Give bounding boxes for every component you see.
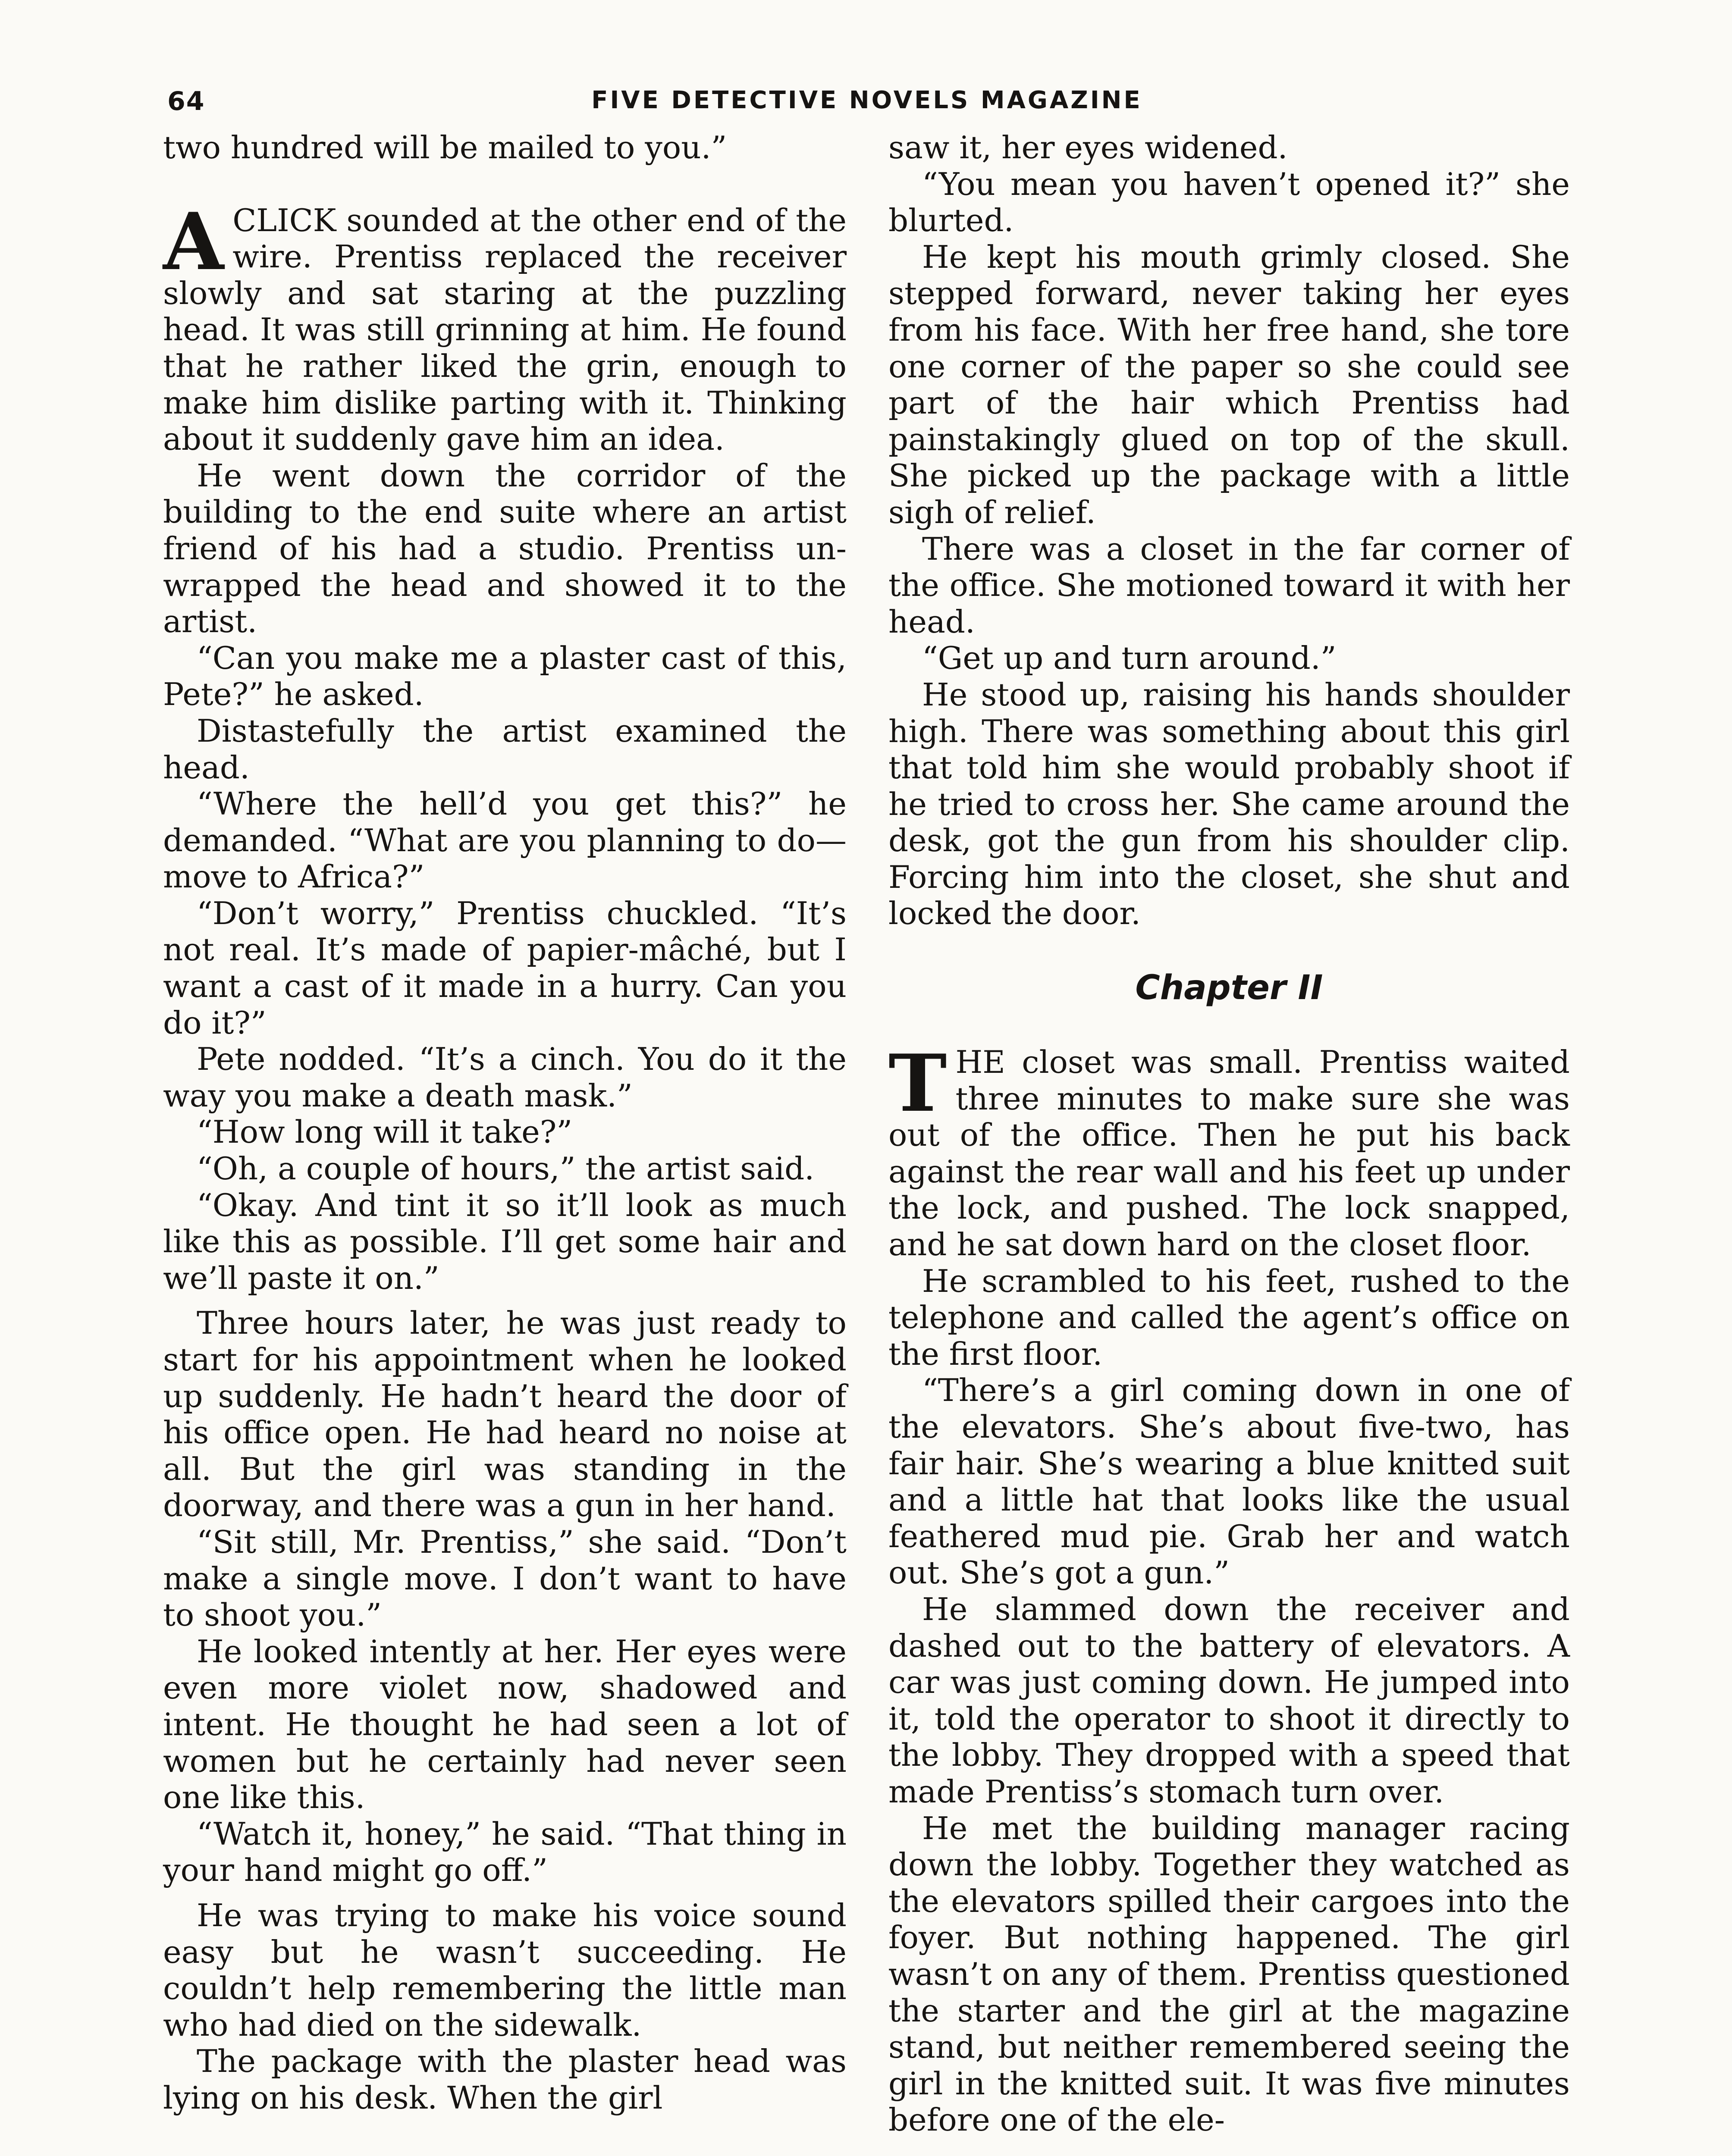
paragraph: He looked intently at her. Her eyes were even more violet now, shadowed and intent. He thought he had seen a lot of women but he certainly had never seen one like this.: [163, 1633, 847, 1816]
chapter-heading: Chapter II: [1135, 968, 1323, 1008]
page-number: 64: [167, 86, 205, 116]
drop-cap: T: [888, 1037, 947, 1130]
right-column: [888, 129, 1570, 2138]
paragraph: “Can you make me a plaster cast of this, Pete?” he asked.: [163, 639, 847, 713]
paragraph: “Get up and turn around.”: [922, 640, 1337, 677]
paragraph-text: HE closet was small. Prentiss waited three minutes to make sure she was out of the office. Then he put his back against the rear wall and his feet up under the lock, and pushed. The lock snapped, and he sat down hard on the closet floor.: [888, 1044, 1570, 1263]
paragraph: [163, 195, 847, 458]
paragraph: “How long will it take?”: [197, 1114, 573, 1150]
paragraph: two hundred will be mailed to you.”: [163, 129, 727, 166]
paragraph: “Sit still, Mr. Prentiss,” she said. “Don’t make a single move. I don’t want to have to shoot you.”: [163, 1523, 847, 1633]
paragraph: Distastefully the artist examined the head.: [163, 712, 847, 786]
paragraph: He kept his mouth grimly closed. She stepped forward, never taking her eyes from his face. With her free hand, she tore one corner of the paper so she could see part of the hair which Prentiss had painstakingly glued on top of the skull. She picked up the package with a little sigh of relief.: [888, 238, 1570, 530]
paragraph: He was trying to make his voice sound easy but he wasn’t succeeding. He couldn’t help remembering the little man who had died on the sidewalk.: [163, 1897, 847, 2043]
paragraph: “You mean you haven’t opened it?” she blurted.: [888, 166, 1570, 239]
left-column: [163, 129, 847, 2116]
paragraph: [888, 1037, 1570, 1263]
paragraph: There was a closet in the far corner of the office. She motioned toward it with her head.: [888, 530, 1570, 640]
paragraph: Three hours later, he was just ready to start for his appointment when he looked up suddenly. He hadn’t heard the door of his office open. He had heard no noise at all. But the girl was standing in the doorway, and there was a gun in her hand.: [163, 1305, 847, 1524]
running-head: FIVE DETECTIVE NOVELS MAGAZINE: [591, 86, 1142, 114]
paragraph: He scrambled to his feet, rushed to the telephone and called the agent’s office on the first floor.: [888, 1263, 1570, 1372]
paragraph: “Oh, a couple of hours,” the artist said.: [197, 1150, 815, 1187]
paragraph: “Okay. And tint it so it’ll look as much like this as possible. I’ll get some hair and we’ll paste it on.”: [163, 1187, 847, 1296]
paragraph: Pete nodded. “It’s a cinch. You do it the way you make a death mask.”: [163, 1041, 847, 1114]
paragraph: He slammed down the receiver and dashed out to the battery of elevators. A car was just coming down. He jumped into it, told the operator to shoot it directly to the lobby. They dropped with a speed that made Prentiss’s stomach turn over.: [888, 1591, 1570, 1810]
paragraph: The package with the plaster head was lying on his desk. When the girl: [163, 2043, 847, 2116]
paragraph: saw it, her eyes widened.: [888, 129, 1288, 166]
paragraph: “Where the hell’d you get this?” he demanded. “What are you planning to do—move to Africa?”: [163, 786, 847, 895]
paragraph: “Watch it, honey,” he said. “That thing in your hand might go off.”: [163, 1815, 847, 1889]
paragraph: He met the building manager racing down the lobby. Together they watched as the elevators spilled their cargoes into the foyer. But nothing happened. The girl wasn’t on any of them. Prentiss questioned the starter and the girl at the magazine stand, but neither remembered seeing the girl in the knitted suit. It was five minutes before one of the ele-: [888, 1810, 1570, 2138]
paragraph: He stood up, raising his hands shoulder high. There was something about this girl that told him she would probably shoot if he tried to cross her. She came around the desk, got the gun from his shoulder clip. Forcing him into the closet, she shut and locked the door.: [888, 676, 1570, 932]
drop-cap: A: [163, 195, 224, 288]
paragraph-text: CLICK sounded at the other end of the wire. Prentiss replaced the receiver slowly and sat staring at the puzzling head. It was still grinning at him. He found that he rather liked the grin, enough to make him dislike parting with it. Thinking about it suddenly gave him an idea.: [163, 202, 847, 458]
paragraph: “Don’t worry,” Prentiss chuckled. “It’s not real. It’s made of papier-mâché, but I want a cast of it made in a hurry. Can you do it?”: [163, 895, 847, 1041]
paragraph: He went down the corridor of the building to the end suite where an artist friend of his had a studio. Prentiss unwrapped the head and showed it to the artist.: [163, 457, 847, 640]
paragraph: “There’s a girl coming down in one of the elevators. She’s about five-two, has fair hair. She’s wearing a blue knitted suit and a little hat that looks like the usual feathered mud pie. Grab her and watch out. She’s got a gun.”: [888, 1372, 1570, 1591]
